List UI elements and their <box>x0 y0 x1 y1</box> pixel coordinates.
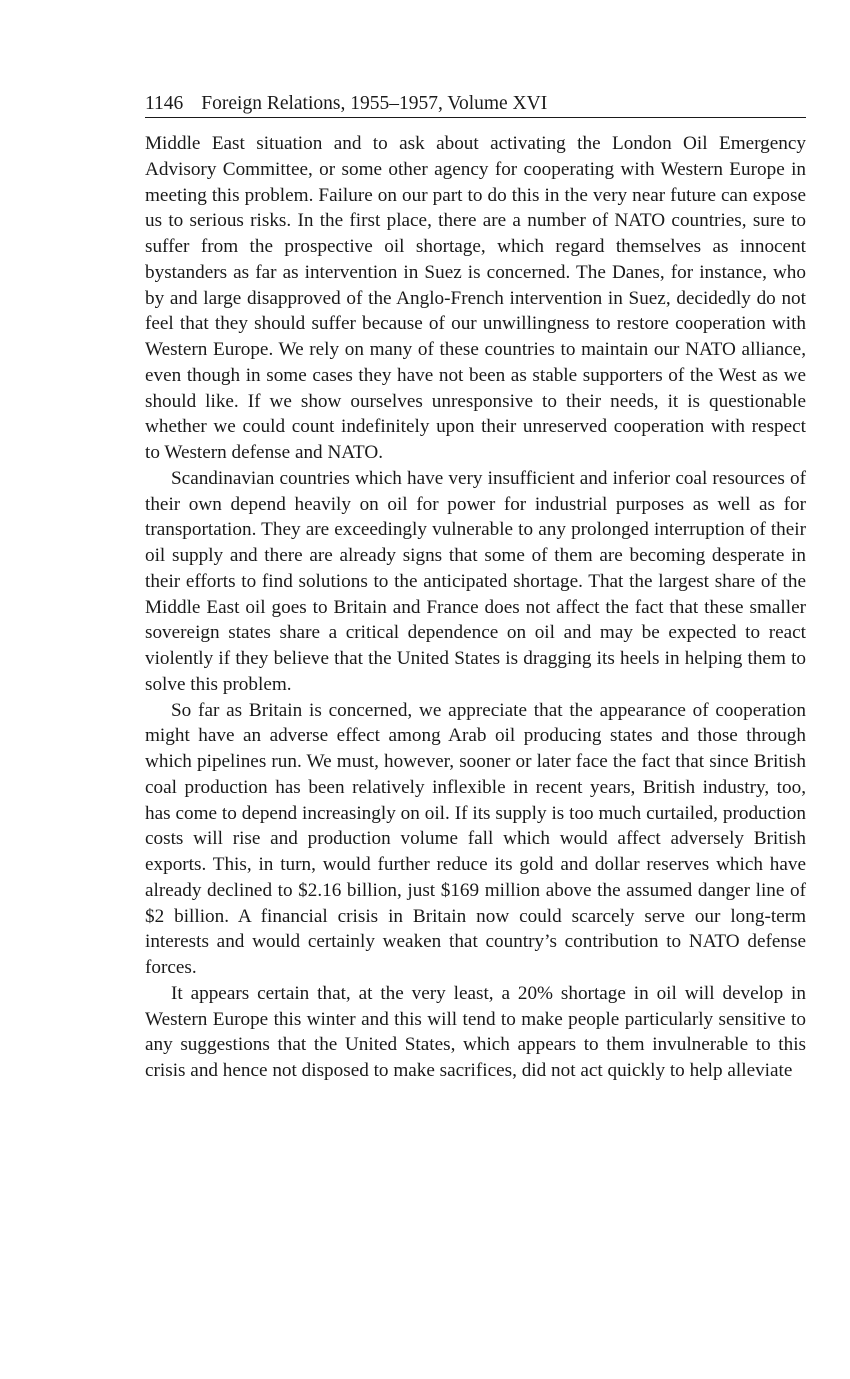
paragraph-2: Scandinavian countries which have very insufficient and inferior coal resources of their own depend heavily on oil for power for industrial purposes as well as for transportation. They are exceedingly vulnerable to any prolonged interruption of their oil supply and there are already signs that some of them are becoming desperate in their efforts to find solutions to the anticipated shortage. That the largest share of the Middle East oil goes to Britain and France does not affect the fact that these smaller sovereign states share a critical dependence on oil and may be expected to react violently if they believe that the United States is dragging its heels in helping them to solve this problem. <box>145 467 806 695</box>
body-text <box>145 131 806 1084</box>
paragraph-3: So far as Britain is concerned, we appreciate that the appearance of cooperation might have an adverse effect among Arab oil producing states and those through which pipelines run. We must, however, sooner or later face the fact that since British coal production has been relatively inflexible in recent years, British industry, too, has come to depend increasingly on oil. If its supply is too much curtailed, production costs will rise and production volume fall which would affect adversely British exports. This, in turn, would further reduce its gold and dollar reserves which have already declined to $2.16 billion, just $169 million above the assumed danger line of $2 billion. A financial crisis in Britain now could scarcely serve our long-term interests and would certainly weaken that country’s contribution to NATO defense forces. <box>145 699 806 978</box>
document-page <box>145 92 806 1084</box>
paragraph-1: Middle East situation and to ask about activating the London Oil Emergency Advisory Committee, or some other agency for cooperating with Western Europe in meeting this problem. Failure on our part to do this in the very near future can expose us to serious risks. In the first place, there are a number of NATO countries, sure to suffer from the prospective oil shortage, which regard themselves as innocent bystanders as far as intervention in Suez is concerned. The Danes, for instance, who by and large disapproved of the Anglo-French intervention in Suez, decidedly do not feel that they should suffer because of our unwillingness to restore cooperation with Western Europe. We rely on many of these countries to maintain our NATO alliance, even though in some cases they have not been as stable supporters of the West as we should like. If we show ourselves unresponsive to their needs, it is questionable whether we could count indefinitely upon their unreserved cooperation with respect to Western defense and NATO. <box>145 133 806 463</box>
running-header <box>145 92 806 118</box>
paragraph-4: It appears certain that, at the very least, a 20% shortage in oil will develop in Western Europe this winter and this will tend to make people particularly sensitive to any suggestions that the United States, which appears to them invulnerable to this crisis and hence not disposed to make sacrifices, did not act quickly to help alleviate <box>145 982 806 1081</box>
page-number: 1146 <box>145 93 184 114</box>
running-title: Foreign Relations, 1955–1957, Volume XVI <box>201 93 548 114</box>
